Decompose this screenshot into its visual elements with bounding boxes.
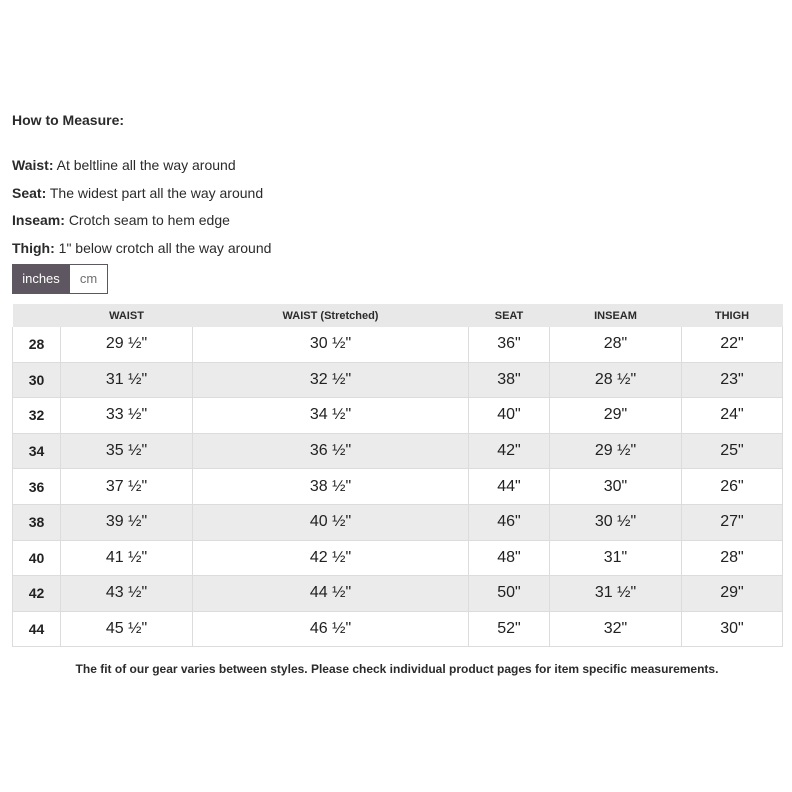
size-cell: 30 <box>13 362 61 398</box>
seat-cell: 50" <box>469 576 550 612</box>
definition-term: Waist: <box>12 157 54 173</box>
definition-waist <box>12 155 271 183</box>
table-row <box>13 362 783 398</box>
definition-inseam <box>12 210 271 238</box>
thigh-cell: 22" <box>682 327 783 362</box>
size-cell: 42 <box>13 576 61 612</box>
waist-stretched-cell: 34 ½" <box>193 398 469 434</box>
definition-desc: At beltline all the way around <box>56 157 236 173</box>
table-row <box>13 433 783 469</box>
measure-heading: How to Measure: <box>12 112 125 128</box>
seat-cell: 40" <box>469 398 550 434</box>
waist-stretched-cell: 44 ½" <box>193 576 469 612</box>
table-row <box>13 576 783 612</box>
size-cell: 32 <box>13 398 61 434</box>
thigh-cell: 23" <box>682 362 783 398</box>
inseam-cell: 30 ½" <box>550 504 682 540</box>
waist-cell: 29 ½" <box>61 327 193 362</box>
seat-cell: 36" <box>469 327 550 362</box>
table-row <box>13 398 783 434</box>
header-seat: SEAT <box>469 304 550 327</box>
definition-term: Seat: <box>12 184 47 201</box>
definition-desc: The widest part all the way around <box>49 184 264 201</box>
header-size <box>13 304 61 327</box>
waist-cell: 37 ½" <box>61 469 193 505</box>
seat-cell: 46" <box>469 504 550 540</box>
header-inseam: INSEAM <box>550 304 682 327</box>
inches-button[interactable]: inches <box>12 264 70 294</box>
thigh-cell: 28" <box>682 540 783 576</box>
thigh-cell: 27" <box>682 504 783 540</box>
thigh-cell: 24" <box>682 398 783 434</box>
definition-seat <box>12 183 271 211</box>
waist-stretched-cell: 42 ½" <box>193 540 469 576</box>
definition-term: Thigh: <box>12 240 55 257</box>
inseam-cell: 28" <box>550 327 682 362</box>
size-cell: 38 <box>13 504 61 540</box>
table-header-row <box>13 304 783 327</box>
measurement-definitions <box>12 155 271 266</box>
table-row <box>13 327 783 362</box>
table-row <box>13 504 783 540</box>
thigh-cell: 29" <box>682 576 783 612</box>
inseam-cell: 28 ½" <box>550 362 682 398</box>
unit-toggle <box>12 264 108 294</box>
header-thigh: THIGH <box>682 304 783 327</box>
waist-stretched-cell: 32 ½" <box>193 362 469 398</box>
waist-stretched-cell: 36 ½" <box>193 433 469 469</box>
inseam-cell: 31" <box>550 540 682 576</box>
header-waist: WAIST <box>61 304 193 327</box>
waist-cell: 45 ½" <box>61 611 193 647</box>
definition-thigh <box>12 238 271 266</box>
seat-cell: 52" <box>469 611 550 647</box>
thigh-cell: 25" <box>682 433 783 469</box>
waist-stretched-cell: 40 ½" <box>193 504 469 540</box>
cm-button[interactable]: cm <box>70 264 108 294</box>
size-cell: 44 <box>13 611 61 647</box>
size-cell: 28 <box>13 327 61 362</box>
seat-cell: 38" <box>469 362 550 398</box>
table-row <box>13 611 783 647</box>
seat-cell: 48" <box>469 540 550 576</box>
waist-cell: 41 ½" <box>61 540 193 576</box>
seat-cell: 42" <box>469 433 550 469</box>
size-cell: 36 <box>13 469 61 505</box>
fit-footnote: The fit of our gear varies between styles. Please check individual product pages for item specific measurements. <box>75 662 719 676</box>
inseam-cell: 32" <box>550 611 682 647</box>
table-row <box>13 469 783 505</box>
definition-desc: 1" below crotch all the way around <box>58 240 272 257</box>
definition-term: Inseam: <box>12 212 65 229</box>
inseam-cell: 29 ½" <box>550 433 682 469</box>
inseam-cell: 30" <box>550 469 682 505</box>
seat-cell: 44" <box>469 469 550 505</box>
waist-stretched-cell: 30 ½" <box>193 327 469 362</box>
inseam-cell: 29" <box>550 398 682 434</box>
size-table <box>12 304 783 647</box>
table-row <box>13 540 783 576</box>
waist-cell: 31 ½" <box>61 362 193 398</box>
definition-desc: Crotch seam to hem edge <box>68 212 230 229</box>
inseam-cell: 31 ½" <box>550 576 682 612</box>
waist-cell: 39 ½" <box>61 504 193 540</box>
thigh-cell: 26" <box>682 469 783 505</box>
waist-cell: 43 ½" <box>61 576 193 612</box>
waist-stretched-cell: 38 ½" <box>193 469 469 505</box>
thigh-cell: 30" <box>682 611 783 647</box>
waist-stretched-cell: 46 ½" <box>193 611 469 647</box>
size-cell: 34 <box>13 433 61 469</box>
header-waist-stretched: WAIST (Stretched) <box>193 304 469 327</box>
waist-cell: 35 ½" <box>61 433 193 469</box>
size-cell: 40 <box>13 540 61 576</box>
waist-cell: 33 ½" <box>61 398 193 434</box>
